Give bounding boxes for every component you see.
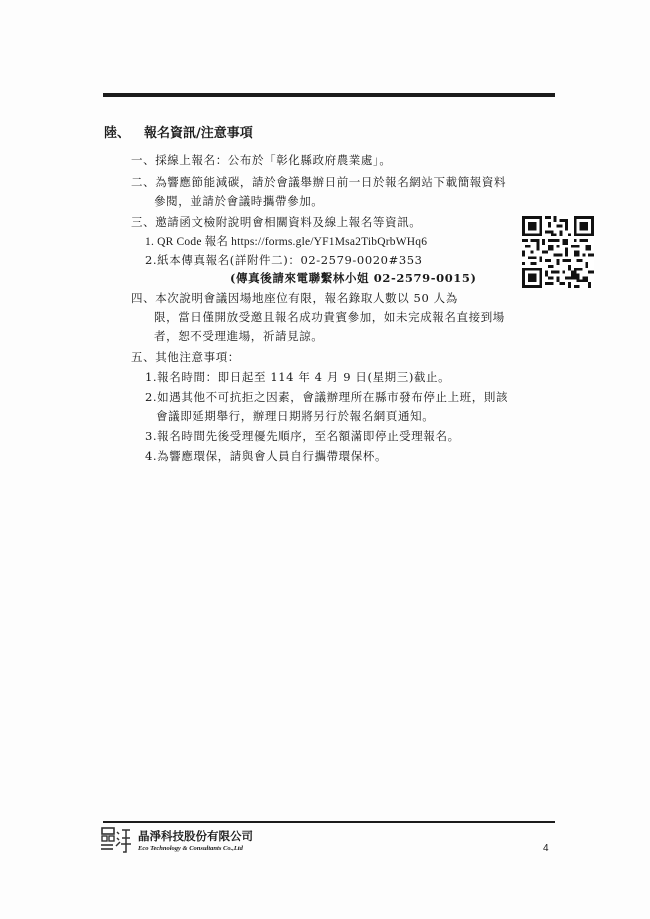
company-logo-icon xyxy=(100,826,132,856)
item-5-note-4-eco-cup: 4.為響應環保，請與會人員自行攜帶環保杯。 xyxy=(145,449,388,463)
item-3-invitation-info: 三、邀請函文檢附說明會相關資料及線上報名等資訊。 xyxy=(131,215,422,229)
item-3-fax-contact-note: (傳真後請來電聯繫林小姐 02-2579-0015) xyxy=(230,271,477,285)
item-5-note-1-deadline: 1.報名時間：即日起至 114 年 4 月 9 日(星期三)截止。 xyxy=(145,370,451,384)
item-5-note-3-first-come: 3.報名時間先後受理優先順序，至名額滿即停止受理報名。 xyxy=(145,429,460,443)
qr-code-image xyxy=(522,216,594,288)
footer-company-name: 晶淨科技股份有限公司 xyxy=(138,829,253,843)
item-4-continuation-2: 者，恕不受理進場，祈請見諒。 xyxy=(154,329,324,343)
item-1-online-registration: 一、採線上報名：公布於「彰化縣政府農業處」。 xyxy=(131,153,392,167)
item-2-energy-saving: 二、為響應節能減碳，請於會議舉辦日前一日於報名網站下載簡報資料 xyxy=(131,175,507,189)
section-title: 報名資訊/注意事項 xyxy=(144,126,253,141)
item-3-fax-registration: 2.紙本傳真報名(詳附件二)：02-2579-0020#353 xyxy=(145,253,423,267)
item-3-qr-registration: 1. QR Code 報名 https://forms.gle/YF1Msa2TibQrbWHq6 xyxy=(145,236,428,248)
section-heading xyxy=(104,122,253,141)
item-5-note-2-force-majeure: 2.如遇其他不可抗拒之因素，會議辦理所在縣市發布停止上班，則該 xyxy=(145,390,509,404)
item-4-continuation-1: 限，當日僅開放受邀且報名成功貴賓參加，如未完成報名直接到場 xyxy=(154,310,505,324)
footer-company-english-name: Eco Technology & Consultants Co.,Ltd xyxy=(138,845,243,852)
footer-divider xyxy=(103,821,555,823)
section-number: 陸、 xyxy=(104,126,131,141)
item-5-other-notes-heading: 五、其他注意事項： xyxy=(131,350,240,364)
header-divider xyxy=(103,93,555,97)
item-4-seating-limit: 四、本次說明會議因場地座位有限，報名錄取人數以 50 人為 xyxy=(131,291,458,305)
page-number: 4 xyxy=(543,843,549,854)
item-2-continuation: 參閱，並請於會議時攜帶參加。 xyxy=(154,194,324,208)
item-5-note-2-continuation: 會議即延期舉行，辦理日期將另行於報名網頁通知。 xyxy=(156,409,435,423)
